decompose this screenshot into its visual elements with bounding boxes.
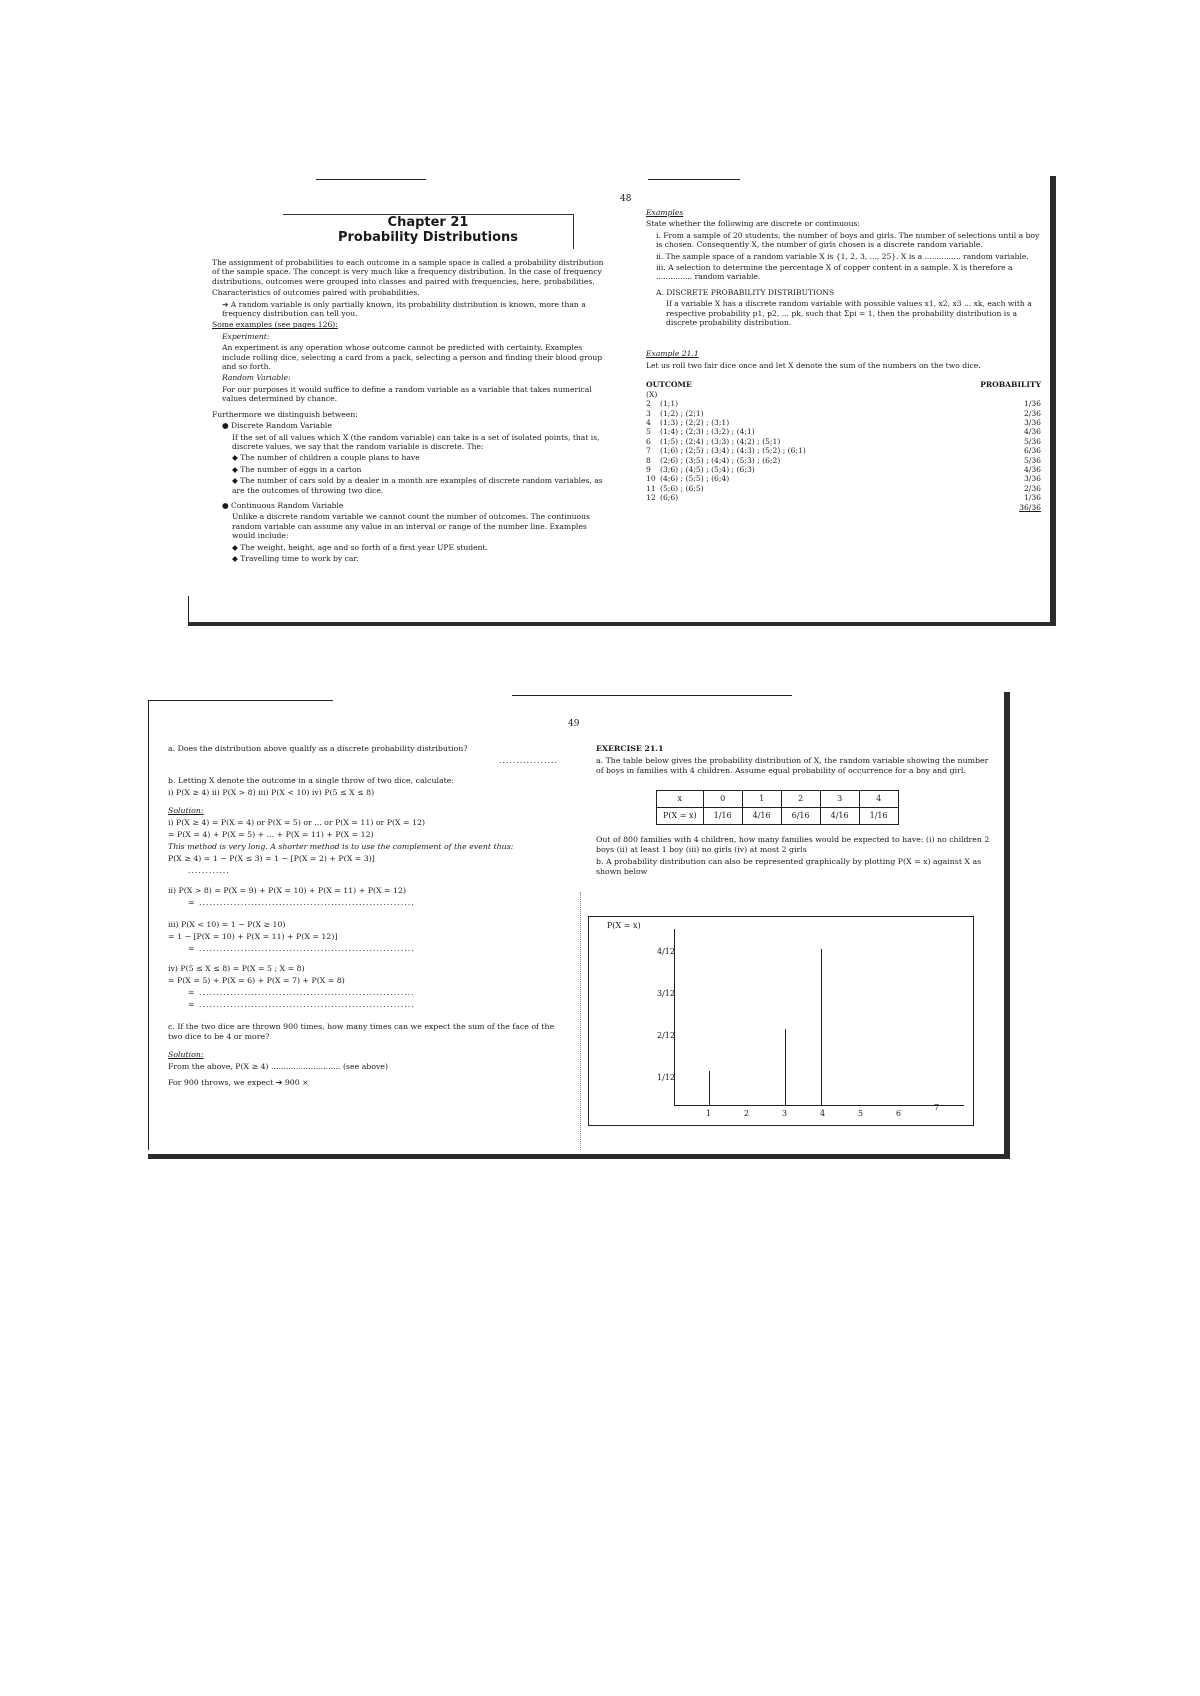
outcome-pairs: (1;3) ; (2;2) ; (3;1): [660, 417, 730, 427]
solution-line: ii) P(X > 8) = P(X = 9) + P(X = 10) + P(X = 11) + P(X = 12): [168, 886, 407, 895]
page-border: [148, 700, 149, 1150]
header-rule: [148, 700, 333, 701]
section-heading: Examples: [646, 208, 684, 217]
outcome-sum: 9: [646, 464, 651, 474]
column-divider: [580, 892, 581, 1150]
graph-bar: [821, 949, 822, 1105]
header-rule: [316, 179, 426, 180]
solution-line: = P(X = 5) + P(X = 6) + P(X = 7) + P(X = 8): [168, 976, 345, 985]
outcome-sum: 11: [646, 483, 656, 493]
chapter-title: Probability Distributions: [337, 230, 519, 245]
outcome-row: [646, 474, 1041, 483]
exercise-text: a. The table below gives the probability distribution of X, the random variable showing the number of boys in families with 4 children. Assume equal probability of occurrence for a boy and girl.: [596, 756, 989, 775]
answer-line: = ..............................................................: [188, 898, 415, 907]
outcome-row: [646, 465, 1041, 474]
solution-line: iv) P(5 ≤ X ≤ 8) = P(X = 5 ; X = 8): [168, 964, 305, 973]
left-column: [168, 744, 558, 1090]
table-cell: 6/16: [781, 808, 820, 825]
outcome-sum: 12: [646, 493, 656, 503]
outcome-row: [646, 427, 1041, 436]
page-number: 48: [620, 194, 632, 204]
answer-line: = ..............................................................: [188, 988, 415, 997]
chapter-title-box: [283, 214, 574, 249]
table-header-cell: 0: [703, 791, 742, 808]
example-text: Let us roll two fair dice once and let X denote the sum of the numbers on the two dice.: [646, 360, 981, 370]
outcome-pairs: (1;6) ; (2;5) ; (3;4) ; (4;3) ; (5;2) ; (6;1): [660, 446, 806, 456]
paragraph: Some examples (see pages 126):: [212, 320, 338, 330]
paragraph: If the set of all values which X (the random variable) can take is a set of isolated points, that is, discrete values, we say that the random variable is discrete. The:: [232, 432, 600, 451]
outcome-row: [646, 484, 1041, 493]
table-cell: 4/16: [820, 808, 859, 825]
outcome-probability: 3/36: [1023, 417, 1041, 427]
x-tick: 5: [858, 1109, 864, 1118]
answer-line: .................: [498, 756, 558, 765]
scan-edge: [1004, 692, 1010, 1158]
example-heading: Example 21.1: [646, 349, 699, 359]
header-rule: [648, 179, 740, 180]
paragraph: An experiment is any operation whose outcome cannot be predicted with certainty. Examples include rolling dice, selecting a card from a pack, selecting a person and finding their blood group and so forth.: [222, 343, 603, 372]
outcome-pairs: (4;6) ; (5;5) ; (6;4): [660, 474, 730, 484]
exercise-text: b. A probability distribution can also be represented graphically by plotting P(X = x) against X as shown below: [596, 857, 982, 876]
x-tick: 6: [896, 1109, 902, 1118]
outcome-probability: 5/36: [1023, 436, 1041, 446]
paragraph: ● Continuous Random Variable: [222, 500, 344, 510]
outcome-sum: 2: [646, 399, 651, 409]
y-tick: 3/12: [657, 989, 675, 998]
outcome-pairs: (6;6): [660, 493, 679, 503]
page-49: [148, 692, 1010, 1162]
chapter-label: Chapter 21: [387, 215, 469, 230]
outcome-probability: 3/36: [1023, 474, 1041, 484]
solution-line: From the above, P(X ≥ 4) ............................ (see above): [168, 1062, 389, 1071]
solution-heading: Solution:: [168, 1050, 204, 1059]
outcome-row: [646, 437, 1041, 446]
solution-line: = P(X = 4) + P(X = 5) + ... + P(X = 11) + P(X = 12): [168, 830, 374, 839]
x-axis: [674, 1105, 964, 1106]
graph-bar: [785, 1029, 786, 1105]
outcome-row: [646, 409, 1041, 418]
outcome-probability: 4/36: [1023, 427, 1041, 437]
table-header-cell: 4: [859, 791, 898, 808]
table-header-cell: 3: [820, 791, 859, 808]
outcome-pairs: (1;5) ; (2;4) ; (3;3) ; (4;2) ; (5;1): [660, 436, 781, 446]
outcome-sum: 10: [646, 474, 656, 484]
answer-line: = ..............................................................: [188, 1000, 415, 1009]
left-column: [212, 258, 612, 565]
outcome-row: [646, 418, 1041, 427]
paragraph: Unlike a discrete random variable we cannot count the number of outcomes. The continuous random variable can assume any value in an interval or range of the number line. Examples would include:: [232, 512, 590, 541]
outcome-probability: 1/36: [1023, 399, 1041, 409]
outcome-sum: 5: [646, 427, 651, 437]
outcome-probability: 5/36: [1023, 455, 1041, 465]
y-tick: 4/12: [657, 947, 675, 956]
right-column: [596, 744, 991, 879]
outcome-probability: 6/36: [1023, 446, 1041, 456]
question: c. If the two dice are thrown 900 times, how many times can we expect the sum of the face of the two dice to be 4 or more?: [168, 1022, 555, 1041]
outcome-pairs: (5;6) ; (6;5): [660, 483, 704, 493]
solution-line: For 900 throws, we expect ➔ 900 ×: [168, 1078, 309, 1087]
solution-heading: Solution:: [168, 806, 204, 815]
answer-line: ............: [188, 866, 230, 875]
y-tick: 1/12: [657, 1073, 675, 1082]
paragraph: A. DISCRETE PROBABILITY DISTRIBUTIONS: [656, 287, 835, 297]
paragraph: iii. A selection to determine the percentage X of copper content in a sample. X is therefore a ............... random variable.: [656, 263, 1013, 282]
question: b. Letting X denote the outcome in a single throw of two dice, calculate:: [168, 776, 455, 785]
outcome-var: (X): [646, 389, 658, 399]
paragraph: If a variable X has a discrete random variable with possible values x1, x2, x3 ... xk, each with a respective probability p1, p2, ... pk, such that Σpi = 1, then the probability distribution is a discrete probability distribution.: [666, 299, 1032, 328]
paragraph: ◆ The weight, height, age and so forth of a first year UPE student.: [232, 542, 489, 552]
outcome-probability: 2/36: [1023, 483, 1041, 493]
outcome-pairs: (1;1): [660, 399, 679, 409]
table-cell: 4/16: [742, 808, 781, 825]
answer-line: = ..............................................................: [188, 944, 415, 953]
outcome-pairs: (1;2) ; (2;1): [660, 408, 704, 418]
page-number: 49: [568, 719, 580, 729]
paragraph: ◆ The number of cars sold by a dealer in a month are examples of discrete random variables, as are the outcomes of throwing two dice.: [232, 476, 603, 495]
table-cell: 1/16: [859, 808, 898, 825]
solution-line: P(X ≥ 4) = 1 − P(X ≤ 3) = 1 − [P(X = 2) + P(X = 3)]: [168, 854, 375, 863]
x-tick: 2: [744, 1109, 750, 1118]
outcome-sum: 7: [646, 446, 651, 456]
table-row-label: P(X = x): [657, 808, 704, 825]
paragraph: The assignment of probabilities to each outcome in a sample space is called a probability distribution of the sample space. The concept is very much like a frequency distribution. In the case of frequency distributions, outcomes were grouped into classes and paired with frequencies, here, probabilities.: [212, 258, 604, 286]
table-header-cell: 2: [781, 791, 820, 808]
paragraph: State whether the following are discrete or continuous:: [646, 219, 860, 229]
outcome-pairs: (1;4) ; (2;3) ; (3;2) ; (4;1): [660, 427, 755, 437]
outcome-sum: 3: [646, 408, 651, 418]
x-tick: 7: [934, 1103, 940, 1112]
x-tick: 4: [820, 1109, 826, 1118]
probability-table: [656, 790, 899, 825]
paragraph: Characteristics of outcomes paired with probabilities.: [212, 288, 420, 298]
graph-ylabel: P(X = x): [607, 921, 641, 930]
paragraph: Furthermore we distinguish between:: [212, 409, 358, 419]
scan-edge: [188, 622, 1056, 626]
right-column: [646, 208, 1041, 512]
outcome-probability: 4/36: [1023, 464, 1041, 474]
probability-total: 36/36: [1019, 502, 1041, 512]
outcome-sum: 6: [646, 436, 651, 446]
paragraph: ◆ Travelling time to work by car.: [232, 553, 359, 563]
exercise-text: Out of 800 families with 4 children, how many families would be expected to have: (i) no children 2 boys (ii) at least 1 boy (iii) no girls (iv) at most 2 girls: [596, 835, 990, 854]
outcome-probability: 1/36: [1023, 493, 1041, 503]
x-tick: 3: [782, 1109, 788, 1118]
outcome-pairs: (3;6) ; (4;5) ; (5;4) ; (6;3): [660, 464, 755, 474]
outcome-row: [646, 493, 1041, 502]
graph-bar: [709, 1071, 710, 1105]
outcome-sum: 4: [646, 417, 651, 427]
table-header-cell: x: [657, 791, 704, 808]
outcome-row: [646, 446, 1041, 455]
header-rule: [512, 695, 792, 696]
solution-line: = 1 − [P(X = 10) + P(X = 11) + P(X = 12)]: [168, 932, 338, 941]
table-cell: 1/16: [703, 808, 742, 825]
outcome-pairs: (2;6) ; (3;5) ; (4;4) ; (5;3) ; (6;2): [660, 455, 781, 465]
solution-line: i) P(X ≥ 4) = P(X = 4) or P(X = 5) or ... or P(X = 11) or P(X = 12): [168, 818, 426, 827]
outcome-row: [646, 399, 1041, 408]
paragraph: ➔ A random variable is only partially known, its probability distribution is known, more than a frequency distribution can tell you.: [222, 299, 586, 319]
y-tick: 2/12: [657, 1031, 675, 1040]
solution-note: This method is very long. A shorter method is to use the complement of the event thus:: [168, 842, 514, 851]
probability-graph: [588, 916, 974, 1126]
exercise-heading: EXERCISE 21.1: [596, 744, 664, 753]
probability-table-wrap: [656, 790, 991, 825]
outcome-sum: 8: [646, 455, 651, 465]
table-header-cell: 1: [742, 791, 781, 808]
solution-line: iii) P(X < 10) = 1 − P(X ≥ 10): [168, 920, 286, 929]
outcome-header: OUTCOME: [646, 380, 692, 390]
paragraph: ◆ The number of eggs in a carton: [232, 464, 362, 474]
page-48: [188, 176, 1058, 626]
outcome-row: [646, 456, 1041, 465]
paragraph: ii. The sample space of a random variable X is {1, 2, 3, ..., 25}. X is a ............... random variable.: [656, 251, 1029, 261]
outcome-table-header: [646, 380, 1041, 389]
paragraph: ◆ The number of children a couple plans to have: [232, 453, 420, 463]
outcome-list: [646, 399, 1041, 502]
paragraph: i. From a sample of 20 students, the number of boys and girls. The number of selections until a boy is chosen. Consequently X, the number of girls chosen is a discrete random variable.: [656, 230, 1040, 250]
scan-edge: [148, 1154, 1010, 1159]
outcome-probability: 2/36: [1023, 408, 1041, 418]
paragraph: For our purposes it would suffice to define a random variable as a variable that takes numerical values determined by chance.: [222, 384, 592, 404]
probability-header: PROBABILITY: [980, 380, 1041, 390]
paragraph: Random Variable:: [222, 373, 291, 383]
scan-edge: [1050, 176, 1056, 626]
scan-edge: [188, 596, 189, 622]
question: i) P(X ≥ 4) ii) P(X > 8) iii) P(X < 10) iv) P(5 ≤ X ≤ 8): [168, 788, 375, 797]
paragraph: Experiment:: [222, 331, 270, 341]
question: a. Does the distribution above qualify as a discrete probability distribution?: [168, 744, 468, 753]
x-tick: 1: [706, 1109, 712, 1118]
paragraph: ● Discrete Random Variable: [222, 421, 332, 431]
